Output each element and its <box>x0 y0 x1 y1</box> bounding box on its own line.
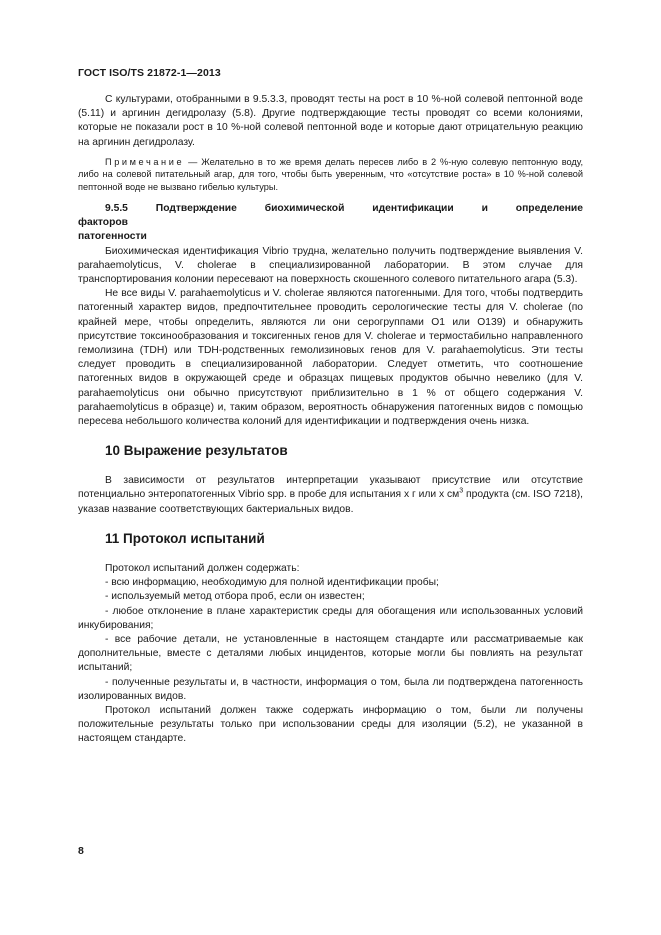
results-text-1: В зависимости от результатов интерпретации указывают присутствие или отсутствие потенциально энтеропатогенных Vibrio spp. в пробе для испытания x г или x см <box>78 475 583 501</box>
document-body <box>78 93 583 747</box>
paragraph-cultures: С культурами, отобранными в 9.5.3.3, проводят тесты на рост в 10 %-ной солевой пептонной воде (5.11) и аргинин дегидролазу (5.8). Другие подтверждающие тесты проводят со всеми колониями, которые не показали рост в 10 %-ной солевой пептонной воде и которые дают отрицательную реакцию на аргинин дегидролазу. <box>78 94 583 148</box>
results-text-2: продукта (см. ISO 7218), указав название соответствующих бактериальных видов. <box>78 489 583 515</box>
paragraph-results-expression <box>78 474 583 517</box>
note-label: Примечание <box>105 156 185 167</box>
section-10-heading: 10 Выражение результатов <box>105 443 288 459</box>
paragraph-protocol-intro: Протокол испытаний должен содержать: <box>105 562 300 574</box>
paragraph-protocol-additional: Протокол испытаний должен также содержать информацию о том, были ли получены положительные результаты только при использовании среды для изоляции (5.2), не указанной в настоящем стандарте. <box>78 704 583 745</box>
paragraph-biochemical-identification: Биохимическая идентификация Vibrio трудна, желательно получить подтверждение выявления V. parahaemolyticus, V. cholerae в специализированной лаборатории. В этом случае для транспортирования колонии пересевают на поверхность скошенного солевого питательного агара (5.3). <box>78 245 583 286</box>
list-item: - полученные результаты и, в частности, информация о том, была ли подтверждена патогенность изолированных видов. <box>78 676 583 702</box>
note-text: — Желательно в то же время делать пересев либо в 2 %-ную солевую пептонную воду, либо на солевой питательный агар, для того, чтобы быть уверенным, что «отсутствие роста» в 10 %-ной солевой пептонной воде не вызвано гибелью культуры. <box>78 156 583 192</box>
paragraph-pathogenic-species: Не все виды V. parahaemolyticus и V. cholerae являются патогенными. Для того, чтобы подтвердить патогенный характер видов, предпочтительнее проводить серологические тесты для V. cholerae (по крайней мере, чтобы определить, являются ли они серогруппами O1 или O139) и обнаружить присутствие токсинообразования и токсигенных генов для V. cholerae и термостабильно направленного гемолизина (TDH) или TDH-родственных гемолизиновых генов для V. parahaemolyticus. Эти тесты следует проводить в специализированной лаборатории. Следует отметить, что соотношение патогенных видов в окружающей среде и образцах пищевых продуктов обычно невелико (для V. parahaemolyticus они обычно присутствуют приблизительно в 1 % от общего содержания V. parahaemolyticus в образце) и, таким образом, вероятность обнаружения патогенных видов с помощью пересева небольшого количества колоний для идентификации и подтверждения очень низка. <box>78 288 583 428</box>
note-paragraph <box>78 156 583 193</box>
page-number: 8 <box>78 845 84 857</box>
section-955-heading-cont: патогенности <box>78 231 147 243</box>
section-11-heading: 11 Протокол испытаний <box>105 530 265 546</box>
section-955-heading: 9.5.5 Подтверждение биохимической идентификации и определение факторов <box>78 203 583 229</box>
document-header: ГОСТ ISO/TS 21872-1—2013 <box>78 67 221 79</box>
list-item: - любое отклонение в плане характеристик среды для обогащения или использованных условий инкубирования; <box>78 605 583 631</box>
list-item: - используемый метод отбора проб, если он известен; <box>105 591 365 603</box>
superscript-3: 3 <box>459 488 464 496</box>
list-item: - все рабочие детали, не установленные в настоящем стандарте или рассматриваемые как дополнительные, вместе с деталями любых инцидентов, которые могли бы повлиять на результат испытаний; <box>78 633 583 674</box>
list-item: - всю информацию, необходимую для полной идентификации пробы; <box>105 577 439 589</box>
